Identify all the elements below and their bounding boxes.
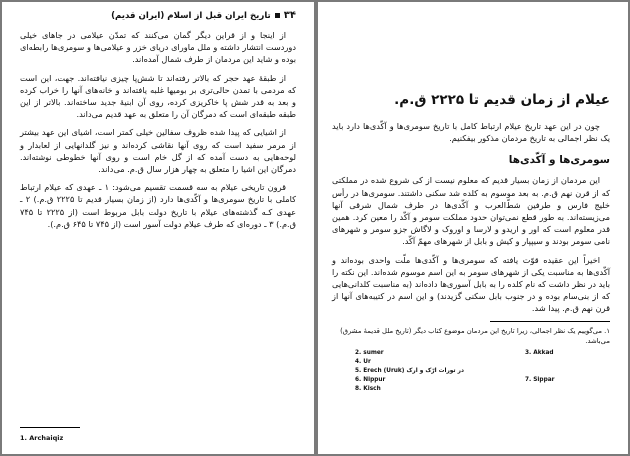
running-title: تاریخ ایران قبل از اسلام (ایران قدیم) — [111, 10, 271, 21]
reference-item — [440, 377, 525, 383]
paragraph: از اینجا و از قراین دیگر گمان می‌کنند که تمدّن عیلامی در جاهای خیلی دوردست انتشار داشته و ملل ماورای دریای خزر و عیلامی‌ها و سومری‌ها رابطه‌ای بوده و شاید این مردمان از طرف شمال آمده‌اند. — [20, 30, 296, 65]
paragraph: از طبقهٔ عهد حجر که بالاتر رفته‌اند تا شش‌پا چیزی نیافته‌اند. جهت، این است که مردمی با تمدن حالی‌تری بر بومیها غلبه یافته‌اند و خانه‌های آنها را خراب کرده و بعد به قدر شش پا خاکریزی کرده، روی آن ابنیهٔ جدید ساخته‌اند. بالاتر از این طبقه طبقه‌ای است که دمرگان آن را متعلق به عهد قدیم می‌داند. — [20, 72, 296, 120]
reference-item: 8. Kisch — [355, 385, 381, 392]
reference-item — [440, 359, 525, 365]
reference-item: 3. Akkad — [525, 349, 554, 356]
reference-line: 5. Erech (Uruk) در تورات ارّک و ارک — [355, 367, 464, 374]
reference-item: 6. Nippur — [355, 376, 386, 383]
page-number: ۳۴ — [283, 10, 296, 21]
reference-item: 2. sumer — [355, 349, 384, 356]
section-title: سومری‌ها و آکّدی‌ها — [508, 154, 610, 167]
reference-item: 7. Sippar — [525, 376, 555, 383]
paragraph: از اشیایی که پیدا شده ظروف سفالین خیلی کمتر است، اشیای این عهد بیشتر از مرمر سفید است که روی آنها نقاشی کرده‌اند و نیز گلدانهایی از لعابدار و لوحه‌هایی به دست آمده که از گل خام است و روی آنها خطوطی نوشته‌اند. دمرگان این اشیا را متعلق به چهار هزار سال ق.م. می‌داند. — [20, 127, 296, 175]
paragraph: قرون تاریخی عیلام به سه قسمت تقسیم می‌شود: ۱ ـ عهدی که عیلام ارتباط کاملی با تاریخ سومری‌ها و آکّدی‌ها دارد (از زمان بسیار قدیم تا ۲۲۲۵ ق.م.) ۲ ـ عهدی کـه گذشته‌های عیلام با تاریخ دولت بابل مربوط است (از ۲۲۲۵ تا ۷۴۵ ق.م.) ۳ ـ دوره‌ای که طرف عیلام دولت آسور است (از ۷۴۵ تا ۶۴۵ ق.م.). — [20, 182, 296, 229]
reference-item — [440, 350, 525, 356]
chapter-title: عیلام از زمان قدیم تا ۲۲۲۵ ق.م. — [394, 92, 610, 108]
right-page — [318, 2, 628, 454]
footnote-rule — [20, 427, 80, 428]
reference-list — [355, 350, 610, 392]
reference-item — [525, 359, 610, 365]
paragraph: این مردمان از زمان بسیار قدیم که معلوم نیست از کی شروع شده در مملکتی که از قرن نهم ق.م. به بعد موسوم به کلده شد سکنی داشتند. سومری‌ها در رأس خلیج فارس و طرفین شطّ‌العرب و آکّدی‌ها در طرف شمال شرقی آنها می‌زیسته‌اند. به طور قطع نمی‌توان حدود مملکت سومر و آکّد را معین کرد. همین قدر معلوم است که اور و اریدو و لارسا و اوروک و لاگاش جزو سومر و شهرهای نامی سومر بودند و سیپپار و کیش و بابل از شهرهای مهمّ آکّد. — [332, 175, 610, 247]
footnote: ۱. می‌گوییم یک نظر اجمالی، زیرا تاریخ این مردمان موضوع کتاب دیگر (تاریخ ملل قدیمهٔ مشرق) می‌باشد. — [340, 326, 610, 345]
running-header — [20, 10, 296, 21]
paragraph: اخیراً این عقیده قوّت یافته که سومری‌ها و آکّدی‌ها ملّت واحدی بوده‌اند و آکّدی‌ها به مناسبت یکی از شهرهای سومر به این اسم موسوم شده‌اند. این نکته را باید در نظر داشت که نام کلده را به بابل آسوری‌ها داده‌اند (به مناسبت کلدانی‌هایی که از بنی‌سام بوده و در جنوب بابل سکنی گزیدند) و این اسم در کتیبه‌های آنها از قرن نهم ق.م. پیدا شد. — [332, 254, 610, 314]
header-square-icon — [275, 13, 280, 18]
intro-paragraph: چون در این عهد تاریخ عیلام ارتباط کامل با تاریخ سومری‌ها و آکّدی‌ها دارد باید یک نظر اجمالی به تاریخ مردمان مذکور بیفکنیم. — [332, 121, 610, 144]
left-page — [2, 2, 314, 454]
footnote: 1. Archaiqiz — [20, 434, 64, 442]
footnote-rule — [490, 321, 610, 322]
reference-item: 4. Ur — [355, 358, 371, 365]
